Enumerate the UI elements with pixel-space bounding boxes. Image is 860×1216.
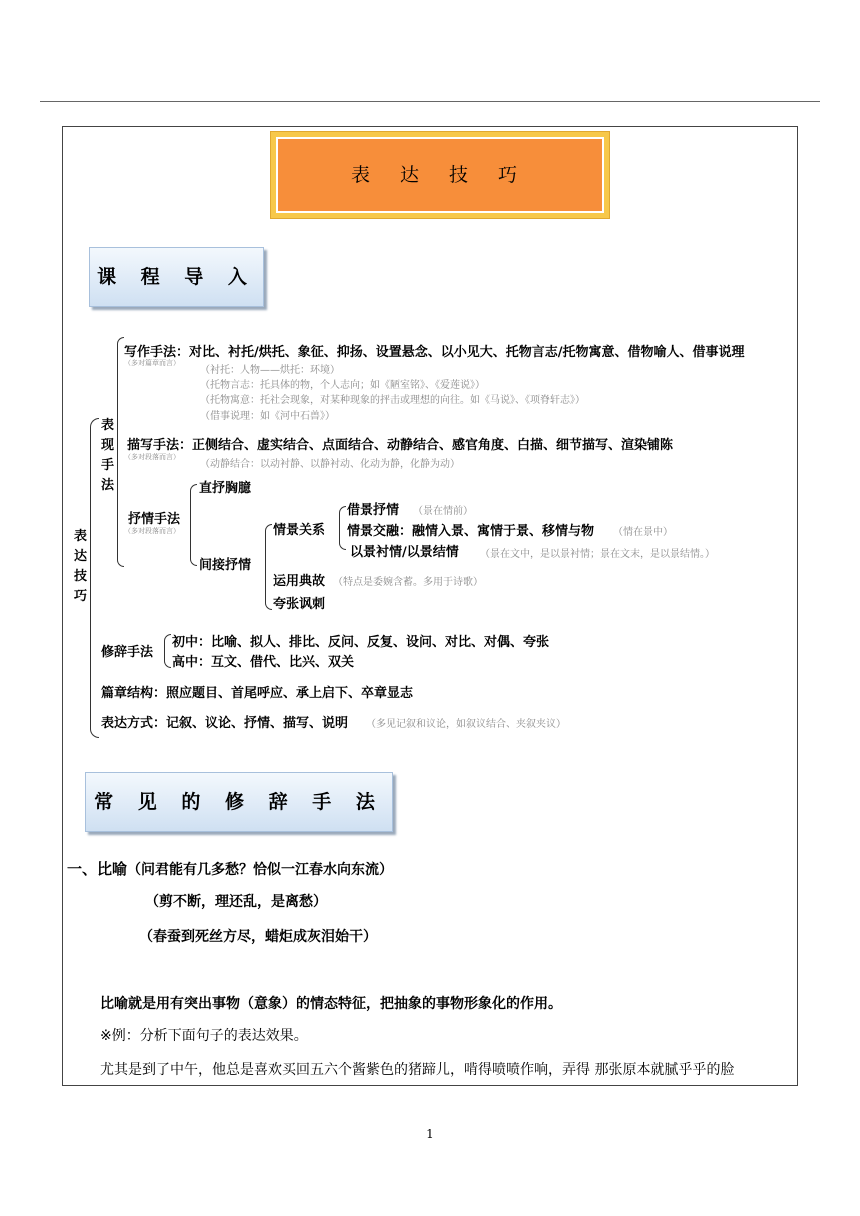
node-xiezuo: 写作手法：对比、衬托/烘托、象征、抑扬、设置悬念、以小见大、托物言志/托物寓意、借物喻人、借事说理 (124, 345, 745, 360)
miaoxie-note: （动静结合：以动衬静、以静衬动、化动为静，化静为动） (200, 459, 460, 470)
exercise-prompt: ※例：分析下面句子的表达效果。 (100, 1028, 308, 1044)
node-gaozhong: 高中：互文、借代、比兴、双关 (172, 655, 355, 670)
node-biaoxian: 表现手法 (101, 418, 115, 493)
xiuci-brace (164, 634, 171, 668)
yijing-note: （景在文中，是以景衬情；景在文末，是以景结情。） (480, 549, 715, 560)
node-kuazhang: 夸张讽刺 (273, 597, 326, 612)
shuqing-tag: （多对段落而言） (124, 527, 180, 535)
node-indirect: 间接抒情 (199, 558, 252, 573)
shuqing-brace (190, 484, 197, 566)
xiezuo-tag: （多对篇章而言） (124, 359, 180, 367)
header-rule (40, 101, 820, 102)
node-diangu: 运用典故 (273, 574, 326, 589)
miaoxie-tag: （多对段落而言） (124, 453, 180, 461)
section-heading-course-intro: 课 程 导 入 (89, 247, 264, 307)
node-jiaorong: 情景交融：融情入景、寓情于景、移情与物 (347, 524, 595, 539)
node-chuzhong: 初中：比喻、拟人、排比、反问、反复、设问、对比、对偶、夸张 (172, 635, 550, 650)
page-number: 1 (426, 1127, 434, 1141)
qingjing-brace (339, 506, 346, 550)
node-miaoxie: 描写手法：正侧结合、虚实结合、点面结合、动静结合、感官角度、白描、细节描写、渲染铺陈 (127, 438, 674, 453)
node-shuqing: 抒情手法 (128, 512, 181, 527)
node-direct: 直抒胸臆 (199, 481, 252, 496)
node-pianzhang: 篇章结构：照应题目、首尾呼应、承上启下、卒章显志 (101, 686, 414, 701)
node-yijing: 以景衬情/以景结情 (350, 545, 459, 560)
xiezuo-note-2: （托物言志：托具体的物，个人志向；如《陋室铭》、《爱莲说》） (200, 380, 485, 391)
xiezuo-note-1: （衬托：人物——烘托：环境） (200, 365, 340, 376)
indirect-brace (265, 524, 272, 610)
page-title: 表 达 技 巧 (276, 137, 604, 213)
definition-text: 比喻就是用有突出事物（意象）的情态特征，把抽象的事物形象化的作用。 (100, 996, 562, 1012)
example-line-2: （剪不断，理还乱，是离愁） (145, 894, 327, 910)
heading-label: 一、比喻 (67, 860, 128, 878)
section-heading-rhetoric: 常 见 的 修 辞 手 法 (85, 772, 393, 832)
mindmap-root: 表达技巧 (74, 529, 88, 604)
biaoda-note: （多见记叙和议论，如叙议结合、夹叙夹议） (366, 719, 566, 730)
node-biaoda: 表达方式：记叙、议论、抒情、描写、说明 (101, 716, 349, 731)
heading-example: （问君能有几多愁？恰似一江春水向东流） (127, 862, 394, 878)
heading-metaphor (67, 858, 393, 879)
jiejing-note: （景在情前） (413, 506, 473, 517)
node-jiejing: 借景抒情 (347, 503, 400, 518)
node-xiuci: 修辞手法 (101, 645, 154, 660)
xiezuo-note-4: （借事说理：如《河中石兽》） (200, 411, 335, 422)
diangu-note: （特点是委婉含蓄。多用于诗歌） (333, 577, 483, 588)
node-qingjing: 情景关系 (273, 523, 326, 538)
xiezuo-note-3: （托物寓意：托社会现象，对某种现象的抨击或理想的向往。如《马说》、《项脊轩志》） (200, 395, 585, 406)
example-line-3: （春蚕到死丝方尽，蜡炬成灰泪始干） (139, 929, 377, 945)
jiaorong-note: （情在景中） (613, 527, 673, 538)
root-brace (90, 418, 99, 738)
exercise-sentence: 尤其是到了中午，他总是喜欢买回五六个酱紫色的猪蹄儿，啃得喷喷作响，弄得 那张原本就腻乎乎的脸 (100, 1062, 735, 1078)
biaoxian-brace (117, 337, 124, 567)
